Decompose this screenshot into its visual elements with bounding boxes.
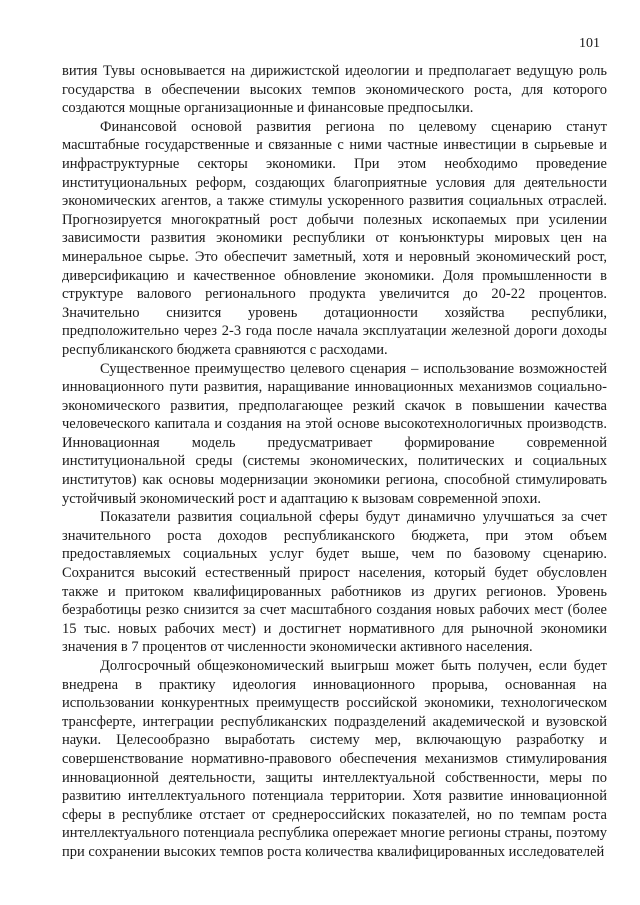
paragraph-continuation: вития Тувы основывается на дирижистской идеологии и предполагает ведущую роль государства в обеспечении высоких темпов экономического роста, для которого создаются мощные организационные и финансовые предпосылки.	[62, 63, 607, 117]
paragraph-innovation-advantage: Существенное преимущество целевого сценария – использование возможностей инновационного пути развития, наращивание инновационных механизмов социально-экономического развития, предполагающее резкий скачок в повышении качества человеческого капитала и создания на этой основе высокотехнологичных производств. Инновационная модель предусматривает формирование современной институциональной среды (системы экономических, политических и социальных институтов) как основы модернизации экономики региона, способной стимулировать устойчивый экономический рост и адаптацию к вызовам современной эпохи.	[62, 360, 607, 507]
paragraph-long-term-gain: Долгосрочный общеэкономический выигрыш может быть получен, если будет внедрена в практику идеология инновационного прорыва, основанная на использовании конкурентных преимуществ российской экономики, технологическом трансферте, интеграции республиканских подразделений академической и вузовской науки. Целесообразно выработать систему мер, включающую разработку и совершенствование нормативно-правового обеспечения механизмов стимулирования инновационной деятельности, защиты интеллектуальной собственности, меры по развитию интеллектуального потенциала территории. Хотя развитие инновационной сферы в республике отстает от среднероссийских показателей, но по темпам роста интеллектуального потенциала республика опережает многие регионы страны, поэтому при сохранении высоких темпов роста количества квалифицированных исследователей	[62, 658, 607, 860]
body-text	[62, 62, 607, 862]
paragraph-social-indicators: Показатели развития социальной сферы будут динамично улучшаться за счет значительного роста доходов республиканского бюджета, при этом объем предоставляемых социальных услуг будет выше, чем по базовому сценарию. Сохранится высокий естественный прирост населения, который будет обусловлен также и притоком квалифицированных работников из других регионов. Уровень безработицы резко снизится за счет масштабного создания новых рабочих мест (более 15 тыс. новых рабочих мест) и достигнет нормативного для рыночной экономики значения в 7 процентов от численности экономически активного населения.	[62, 509, 607, 656]
page-number: 101	[579, 36, 600, 51]
paragraph-financial-basis: Финансовой основой развития региона по целевому сценарию станут масштабные государственные и связанные с ними частные инвестиции в сырьевые и инфраструктурные секторы экономики. При этом необходимо проведение институциональных реформ, создающих благоприятные условия для деятельности экономических агентов, а также стимулы ускоренного развития социальных отраслей. Прогнозируется многократный рост добычи полезных ископаемых при усилении зависимости развития экономики республики от конъюнктуры мировых цен на минеральное сырье. Это обеспечит заметный, хотя и неровный экономический рост, диверсификацию и качественное обновление экономики. Доля промышленности в структуре валового регионального продукта увеличится до 20-22 процентов. Значительно снизится уровень дотационности хозяйства республики, предположительно через 2-3 года после начала эксплуатации железной дороги доходы республиканского бюджета сравняются с расходами.	[62, 118, 607, 358]
